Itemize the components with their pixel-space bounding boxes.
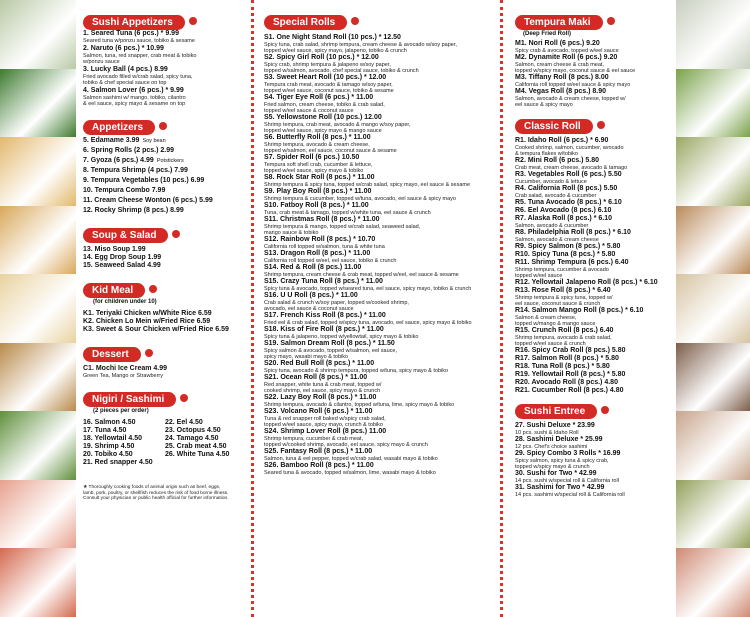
menu-item: [264, 360, 494, 374]
sushi-entree-section: [515, 401, 673, 498]
menu-item-name: S12. Rainbow Roll (8 pcs.) * 10.70: [264, 236, 376, 243]
menu-item: [515, 279, 673, 287]
menu-item: [515, 347, 673, 355]
menu-item-description: Shrimp tempura, avocado & cream cheese,: [264, 142, 370, 148]
menu-item-name: 17. Tuna 4.50: [83, 427, 127, 434]
menu-item-description: Shrimp tempura, cream cheese & crab meat, topped w/eel, eel sauce & sesame: [264, 272, 459, 278]
menu-item: [515, 74, 673, 88]
section-title: Sushi Entree: [515, 404, 597, 419]
menu-item-description: Green Tea, Mango or Strawberry: [83, 373, 163, 379]
menu-item-description: mango sauce & tobiko: [264, 230, 319, 236]
menu-item: [264, 264, 494, 278]
menu-item: [264, 394, 494, 408]
menu-item-description: Tempura crab meat, avocado & tamago w/soy paper,: [264, 82, 393, 88]
kid-meal-section: [83, 280, 247, 334]
menu-item-description: Red snapper, white tuna & crab meat, topped w/: [264, 382, 382, 388]
menu-item-name: 13. Miso Soup 1.99: [83, 246, 146, 253]
menu-column-1: [83, 0, 247, 617]
menu-item-description: topped w/eel sauce & crunch: [515, 341, 586, 347]
menu-item-name: 14. Egg Drop Soup 1.99: [83, 254, 162, 261]
menu-item-name: R1. Idaho Roll (6 pcs.) * 6.90: [515, 137, 609, 144]
menu-item-description: Tuna & red snapper roll baked w/spicy crab salad,: [264, 416, 386, 422]
menu-item-name: S17. French Kiss Roll (8 pcs.) * 11.00: [264, 312, 386, 319]
menu-item-name: R7. Alaska Roll (8 pcs.) * 6.10: [515, 215, 613, 222]
menu-item-name: 27. Sushi Deluxe * 23.99: [515, 422, 595, 429]
menu-item-name: R21. Cucumber Roll (8 pcs.) 4.80: [515, 387, 624, 394]
menu-item: [264, 74, 494, 94]
menu-item: [264, 374, 494, 394]
menu-item-description: Spicy crab, shrimp tempura & jalapeno w/soy paper,: [264, 62, 391, 68]
item-label: 7. Gyoza (6 pcs.) 4.99: [83, 157, 154, 164]
section-title: Nigiri / Sashimi: [83, 392, 176, 407]
menu-item-description: California roll topped w/eel sauce & spicy mayo: [515, 82, 631, 88]
menu-item-description: w/ponzu sauce: [83, 59, 120, 65]
menu-item-description: topped w/salmon, eel sauce, coconut sauce & sesame: [264, 148, 397, 154]
menu-item-description: Salmon, avocado & cream cheese: [515, 237, 599, 243]
item-label: 8. Tempura Shrimp (4 pcs.) 7.99: [83, 167, 188, 174]
menu-item-description: tobiko & chef special sauce on top: [83, 80, 167, 86]
menu-item: [515, 484, 673, 498]
menu-item: [515, 199, 673, 207]
food-photo: [0, 0, 76, 69]
menu-item: [264, 202, 494, 216]
section-title: Classic Roll: [515, 119, 593, 134]
menu-item-name: 21. Red snapper 4.50: [83, 459, 153, 466]
food-photo: [676, 206, 750, 275]
menu-item-name: R2. Mini Roll (6 pcs.) 5.80: [515, 157, 600, 164]
tempura-maki-section: [515, 12, 673, 108]
food-photo: [676, 69, 750, 138]
section-title: Kid Meal: [83, 283, 145, 298]
menu-item-name: K3. Sweet & Sour Chicken w/Fried Rice 6.59: [83, 326, 229, 333]
menu-item-description: Spicy tuna, crab salad, shrimp tempura, cream cheese & avocado w/soy paper,: [264, 42, 457, 48]
menu-item-name: [83, 147, 247, 155]
section-title: Sushi Appetizers: [83, 15, 185, 30]
menu-item-description: Spicy tuna, avocado & shrimp tempura, topped w/tuna, spicy mayo & tobiko: [264, 368, 449, 374]
food-photo: [676, 411, 750, 480]
menu-column-2: [260, 0, 494, 617]
menu-item-name: 23. Octopus 4.50: [165, 427, 221, 434]
menu-item-name: M1. Nori Roll (6 pcs.) 9.20: [515, 40, 600, 47]
menu-item-name: S1. One Night Stand Roll (10 pcs.) * 12.50: [264, 34, 401, 41]
menu-item-description: Cooked shrimp, salmon, cucumber, avocado: [515, 145, 624, 151]
menu-item: [515, 40, 673, 54]
menu-item: [515, 422, 673, 436]
menu-item-name: 1. Seared Tuna (6 pcs.) * 9.99: [83, 30, 179, 37]
menu-item: [264, 34, 494, 54]
menu-item-name: S4. Tiger Eye Roll (6 pcs.) * 11.00: [264, 94, 374, 101]
menu-item-description: Salmon, tuna, red snapper, crab meat & tobiko: [83, 53, 197, 59]
menu-item-name: 15. Seaweed Salad 4.99: [83, 262, 161, 269]
menu-item: [264, 154, 494, 174]
menu-item-description: topped w/eel sauce, spicy mayo, jalapeno, tobiko & crunch: [264, 48, 407, 54]
menu-item-description: Crab meat, cream cheese, avocado & tamago: [515, 165, 628, 171]
menu-item-name: 28. Sashimi Deluxe * 25.99: [515, 436, 603, 443]
food-photo: [0, 137, 76, 206]
menu-item-name: [83, 177, 247, 185]
menu-item: [515, 363, 673, 371]
menu-item-name: R6. Eel Avocado (8 pcs.) 6.10: [515, 207, 612, 214]
menu-item-description: spicy mayo, wasabi mayo & tobiko: [264, 354, 349, 360]
note-line: lamb, pork, poultry, or shellfish reduces the risk of food borne illness.: [83, 490, 229, 496]
menu-item: [264, 188, 494, 202]
sushi-appetizers-section: [83, 12, 247, 107]
menu-item-name: R8. Philadelphia Roll (8 pcs.) * 6.10: [515, 229, 631, 236]
section-subtitle: (for children under 10): [93, 299, 157, 305]
food-photo: [0, 69, 76, 138]
menu-item-description: avocado, eel sauce & coconut sauce: [264, 306, 354, 312]
food-photo: [676, 137, 750, 206]
menu-item: [515, 229, 673, 243]
food-photo: [0, 206, 76, 275]
menu-item: [515, 54, 673, 74]
menu-item-description: Seared tuna w/ponzu sauce, tobiko & sesame: [83, 38, 195, 44]
food-photo: [676, 480, 750, 549]
menu-item-name: 19. Shrimp 4.50: [83, 443, 135, 450]
menu-item-name: R11. Shrimp Tempura (6 pcs.) 6.40: [515, 259, 629, 266]
menu-item-name: K1. Teriyaki Chicken w/White Rice 6.59: [83, 310, 212, 317]
menu-item-name: S7. Spider Roll (6 pcs.) 10.50: [264, 154, 360, 161]
menu-item-description: topped w/eel sauce, spicy mayo & mango sauce: [264, 128, 382, 134]
menu-item-description: Spicy salmon, spicy tuna & spicy crab,: [515, 458, 609, 464]
menu-item-description: Spicy tuna & jalapeno, topped w/yellowtail, spicy mayo & tobiko: [264, 334, 419, 340]
menu-item-name: R3. Vegetables Roll (6 pcs.) 5.50: [515, 171, 622, 178]
menu-item-name: S14. Red & Roll (8 pcs.) 11.00: [264, 264, 362, 271]
menu-item-description: topped w/eel sauce, spicy mayo & tobiko: [264, 168, 364, 174]
menu-item-description: Shrimp tempura & cucumber, topped w/tuna, avocado, eel sauce & spicy mayo: [264, 196, 456, 202]
section-subtitle: (Deep Fried Roll): [523, 31, 572, 37]
menu-item-description: Spicy crab & avocado, topped w/eel sauce: [515, 48, 619, 54]
menu-item-description: 12 pcs. Chef's choice sashimi: [515, 444, 588, 450]
note-line: ★ Thoroughly cooking foods of animal origin such as beef, eggs,: [83, 485, 221, 490]
food-photo: [0, 411, 76, 480]
menu-item-name: S18. Kiss of Fire Roll (8 pcs.) * 11.00: [264, 326, 384, 333]
menu-item-name: 4. Salmon Lover (6 pcs.) * 9.99: [83, 87, 184, 94]
section-subtitle: (2 pieces per order): [93, 408, 149, 414]
menu-item-description: Salmon, tuna & eel pepper, topped w/crab salad, wasabi mayo & tobiko: [264, 456, 438, 462]
menu-column-3: [515, 0, 673, 617]
menu-item-description: Shrimp tempura, avocado & crab salad,: [515, 335, 612, 341]
section-title: Dessert: [83, 347, 141, 362]
menu-item-description: Shrimp tempura & mango, topped w/crab salad, seaweed salad,: [264, 224, 421, 230]
menu-item: [515, 387, 673, 395]
menu-item-description: Tempura soft shell crab, cucumber & lettuce,: [264, 162, 373, 168]
menu-item-description: Cucumber, avocado & lettuce: [515, 179, 587, 185]
menu-item-name: M4. Vegas Roll (8 pcs.) 8.90: [515, 88, 607, 95]
menu-item-name: S13. Dragon Roll (8 pcs.) * 11.00: [264, 250, 371, 257]
item-label: 5. Edamame 3.99: [83, 137, 140, 144]
menu-item-name: R5. Tuna Avocado (8 pcs.) * 6.10: [515, 199, 622, 206]
menu-item-description: topped w/cooked shrimp, avocado, eel sauce, spicy mayo & crunch: [264, 442, 428, 448]
menu-item-name: 22. Eel 4.50: [165, 419, 203, 426]
menu-item: [264, 250, 494, 264]
menu-item-name: R10. Spicy Tuna (8 pcs.) * 5.80: [515, 251, 616, 258]
menu-item-description: Spicy salmon & avocado, topped w/salmon, eel sauce,: [264, 348, 397, 354]
menu-item: [515, 307, 673, 327]
menu-item-name: [83, 207, 247, 215]
menu-item: [515, 137, 673, 157]
left-photo-strip: [0, 0, 76, 617]
menu-item: [83, 365, 247, 379]
menu-item: [515, 207, 673, 215]
item-note: Potstickers: [156, 158, 184, 164]
menu-item-name: 16. Salmon 4.50: [83, 419, 136, 426]
menu-item-name: K2. Chicken Lo Mein w/Fried Rice 6.59: [83, 318, 211, 325]
menu-item-name: S10. Fatboy Roll (8 pcs.) * 11.00: [264, 202, 369, 209]
menu-item-description: Salmon, avocado & cream cheese, topped w/: [515, 96, 626, 102]
menu-item-description: Seared tuna & avocado, topped w/salmon, lime, wasabi mayo & tobiko: [264, 470, 436, 476]
menu-item-description: topped w/eel sauce, spicy mayo, crunch & tobiko: [264, 422, 383, 428]
menu-item-description: Fried salmon, cream cheese, tobiko & crab salad,: [264, 102, 385, 108]
menu-item-name: S24. Shrimp Lover Roll (8 pcs.) 11.00: [264, 428, 387, 435]
menu-item-name: S9. Play Boy Roll (8 pcs.) * 11.00: [264, 188, 372, 195]
menu-item-name: 31. Sashimi for Two * 42.99: [515, 484, 605, 491]
menu-item: [264, 312, 494, 326]
menu-item-name: 3. Lucky Ball (4 pcs.) 8.99: [83, 66, 168, 73]
menu-item: [515, 327, 673, 347]
menu-item: [515, 88, 673, 108]
menu-item-description: topped w/spicy mayo & crunch: [515, 464, 590, 470]
section-title: Soup & Salad: [83, 228, 168, 243]
item-note: Soy bean: [142, 138, 166, 144]
menu-item-name: R20. Avocado Roll (8 pcs.) 4.80: [515, 379, 618, 386]
menu-item-name: S19. Salmon Dream Roll (8 pcs.) * 11.50: [264, 340, 395, 347]
menu-item-name: R17. Salmon Roll (8 pcs.) * 5.80: [515, 355, 619, 362]
menu-item-name: S11. Christmas Roll (8 pcs.) * 11.00: [264, 216, 380, 223]
menu-item-description: 10 pcs. sushi & Idaho Roll: [515, 430, 579, 436]
food-photo: [676, 274, 750, 343]
menu-item: [515, 450, 673, 470]
menu-item-description: California roll topped w/salmon, tuna & white tuna: [264, 244, 385, 250]
menu-item: [83, 45, 247, 65]
menu-item-description: Crab salad, avocado & cucumber: [515, 193, 597, 199]
menu-item-description: topped w/eel sauce, coconut sauce, tobiko & sesame: [264, 88, 394, 94]
menu-item: [264, 278, 494, 292]
menu-item-description: & eel sauce, spicy mayo & sesame on top: [83, 101, 186, 107]
classic-roll-section: [515, 116, 673, 395]
menu-item-description: Salmon, cream cheese & crab meat,: [515, 62, 604, 68]
menu-item-name: 2. Naruto (6 pcs.) * 10.99: [83, 45, 164, 52]
soup-salad-section: [83, 225, 247, 270]
item-label: 10. Tempura Combo 7.99: [83, 187, 166, 194]
item-label: 9. Tempura Vegetables (10 pcs.) 6.99: [83, 177, 205, 184]
menu-item-name: R16. Spicy Crab Roll (8 pcs.) 5.80: [515, 347, 626, 354]
menu-item: [515, 259, 673, 279]
menu-item: [515, 215, 673, 229]
menu-item: [515, 243, 673, 251]
menu-item: [264, 94, 494, 114]
menu-item-name: S2. Spicy Girl Roll (10 pcs.) * 12.00: [264, 54, 379, 61]
menu-item: [264, 292, 494, 312]
menu-item-description: Shrimp tempura & spicy tuna, topped w/crab salad, spicy mayo, eel sauce & sesame: [264, 182, 471, 188]
menu-item: [264, 236, 494, 250]
menu-item: [264, 448, 494, 462]
menu-item-description: Fried avocado filled w/crab salad, spicy tuna,: [83, 74, 193, 80]
menu-item: [264, 54, 494, 74]
menu-item-description: 14 pcs. sushi w/special roll & California roll: [515, 478, 619, 484]
menu-item-name: R4. California Roll (8 pcs.) 5.50: [515, 185, 618, 192]
menu-item: [515, 251, 673, 259]
food-photo: [676, 343, 750, 412]
menu-item-name: [83, 197, 247, 205]
section-title: Special Rolls: [264, 15, 347, 30]
menu-item-description: Shrimp tempura, crab meat, avocado & mango w/soy paper,: [264, 122, 411, 128]
menu-item-name: S5. Yellowstone Roll (10 pcs.) 12.00: [264, 114, 382, 121]
menu-item-name: R14. Salmon Mango Roll (8 pcs.) * 6.10: [515, 307, 644, 314]
dessert-section: [83, 344, 247, 379]
special-rolls-section: [264, 12, 494, 476]
menu-item-name: 26. White Tuna 4.50: [165, 451, 230, 458]
menu-item-description: eel sauce & spicy mayo: [515, 102, 573, 108]
menu-item-description: Salmon, avocado & cucumber: [515, 223, 589, 229]
menu-item-name: 18. Yellowtail 4.50: [83, 435, 143, 442]
menu-item: [264, 174, 494, 188]
menu-item-name: M2. Dynamite Roll (6 pcs.) 9.20: [515, 54, 618, 61]
nigiri-section: [83, 389, 247, 502]
menu-item-description: Fried eel & crab salad, topped w/spicy tuna, avocado, eel sauce, spicy mayo & tobiko: [264, 320, 472, 326]
menu-item-description: cooked shrimp, eel sauce, spicy mayo & crunch: [264, 388, 381, 394]
menu-item: [83, 66, 247, 86]
food-photo: [0, 548, 76, 617]
menu-item-name: [83, 187, 247, 195]
menu-item-description: Shrimp tempura, cucumber & crab meat,: [264, 436, 364, 442]
menu-item-description: California roll topped w/eel, eel sauce, tobiko & crunch: [264, 258, 397, 264]
menu-item-name: S8. Rock Star Roll (8 pcs.) * 11.00: [264, 174, 375, 181]
menu-item-name: S3. Sweet Heart Roll (10 pcs.) * 12.00: [264, 74, 387, 81]
menu-item-description: Salmon sashimi w/ mango, tobiko, cilantro: [83, 95, 186, 101]
menu-item-name: S21. Ocean Roll (8 pcs.) * 11.00: [264, 374, 368, 381]
menu-item: [515, 287, 673, 307]
menu-item-description: topped w/eel sauce: [515, 273, 563, 279]
menu-item: [264, 326, 494, 340]
menu-item-description: 14 pcs. sashimi w/special roll & California roll: [515, 492, 625, 498]
menu-item: [83, 30, 247, 44]
menu-item: [515, 379, 673, 387]
food-photo: [0, 480, 76, 549]
menu-item-description: Spicy tuna & avocado, topped w/seared tuna, eel sauce, spicy mayo, tobiko & crunch: [264, 286, 472, 292]
menu-item-name: [83, 167, 247, 175]
section-title: Tempura Maki: [515, 15, 603, 30]
menu-item-name: [83, 157, 247, 165]
menu-item-description: topped w/mango & mango sauce: [515, 321, 596, 327]
menu-item: [264, 428, 494, 448]
menu-item-name: R19. Yellowtail Roll (8 pcs.) * 5.80: [515, 371, 626, 378]
menu-item-name: S15. Crazy Tuna Roll (8 pcs.) * 11.00: [264, 278, 383, 285]
menu-item-description: eel sauce, coconut sauce & crunch: [515, 301, 601, 307]
menu-item: [264, 340, 494, 360]
menu-item: [264, 408, 494, 428]
menu-item: [264, 462, 494, 476]
menu-item: [83, 87, 247, 107]
food-photo: [0, 274, 76, 343]
menu-item: [515, 185, 673, 199]
menu-item-name: R18. Tuna Roll (8 pcs.) * 5.80: [515, 363, 610, 370]
food-photo: [0, 343, 76, 412]
menu-item-name: S6. Butterfly Roll (8 pcs.) * 11.00: [264, 134, 371, 141]
menu-item-name: S20. Red Bull Roll (8 pcs.) * 11.00: [264, 360, 375, 367]
right-photo-strip: [676, 0, 750, 617]
menu-item: [264, 114, 494, 134]
menu-item-name: R9. Spicy Salmon (8 pcs.) * 5.80: [515, 243, 621, 250]
menu-item: [515, 436, 673, 450]
section-title: Appetizers: [83, 120, 155, 135]
menu-item: [515, 371, 673, 379]
menu-item-name: S26. Bamboo Roll (8 pcs.) * 11.00: [264, 462, 374, 469]
menu-item-description: & tempura flakes w/tobiko: [515, 151, 578, 157]
menu-item: [515, 470, 673, 484]
menu-item-name: S23. Volcano Roll (6 pcs.) * 11.00: [264, 408, 373, 415]
menu-item-name: M3. Tiffany Roll (8 pcs.) 8.00: [515, 74, 609, 81]
menu-item-name: R15. Crunch Roll (8 pcs.) 6.40: [515, 327, 614, 334]
menu-item-name: 24. Tamago 4.50: [165, 435, 219, 442]
menu-item-name: 30. Sushi for Two * 42.99: [515, 470, 597, 477]
menu-item-name: R13. Rose Roll (8 pcs.) * 6.40: [515, 287, 611, 294]
menu-item: [515, 171, 673, 185]
menu-item-name: 20. Tobiko 4.50: [83, 451, 133, 458]
menu-item: [515, 355, 673, 363]
menu-item-name: R12. Yellowtail Jalapeno Roll (8 pcs.) * 6.10: [515, 279, 658, 286]
menu-item-name: S16. U U Roll (8 pcs.) * 11.00: [264, 292, 358, 299]
menu-item-description: topped w/eel sauce & coconut sauce: [264, 108, 354, 114]
menu-item-name: C1. Mochi Ice Cream 4.99: [83, 365, 168, 372]
menu-item-description: Shrimp tempura, avocado & cilantro, topped w/tuna, lime, spicy mayo & tobiko: [264, 402, 455, 408]
menu-item-description: topped w/spicy mayo, coconut sauce & eel sauce: [515, 68, 636, 74]
note-line: Consult your physician or public health official for further information.: [83, 496, 229, 501]
dotted-divider: [251, 0, 254, 617]
menu-item-name: 25. Crab meat 4.50: [165, 443, 227, 450]
food-safety-note: [83, 485, 247, 502]
menu-item-description: Salmon & cream cheese,: [515, 315, 577, 321]
appetizers-section: [83, 117, 247, 215]
menu-item: [515, 157, 673, 171]
menu-item-description: Tuna, crab meat & tamago, topped w/white tuna, eel sauce & crunch: [264, 210, 431, 216]
item-label: 11. Cream Cheese Wonton (6 pcs.) 5.99: [83, 197, 213, 204]
menu-item-name: S25. Fantasy Roll (8 pcs.) * 11.00: [264, 448, 373, 455]
menu-item: [264, 134, 494, 154]
dotted-divider: [500, 0, 503, 617]
menu-item-description: Shrimp tempura & spicy tuna, topped w/: [515, 295, 613, 301]
menu-item-name: [83, 137, 247, 145]
item-label: 12. Rocky Shrimp (8 pcs.) 8.99: [83, 207, 184, 214]
menu-item: [264, 216, 494, 236]
menu-item-description: Crab salad & crunch w/soy paper, topped w/cooked shrimp,: [264, 300, 409, 306]
menu-item-description: Shrimp tempura, cucumber & avocado: [515, 267, 609, 273]
food-photo: [676, 0, 750, 69]
menu-item-description: topped w/salmon, avocado, chef special sauce, tobiko & crunch: [264, 68, 419, 74]
menu-item-name: S22. Lazy Boy Roll (8 pcs.) * 11.00: [264, 394, 377, 401]
food-photo: [676, 548, 750, 617]
menu-item-name: 29. Spicy Combo 3 Rolls * 16.99: [515, 450, 621, 457]
item-label: 6. Spring Rolls (2 pcs.) 2.99: [83, 147, 175, 154]
